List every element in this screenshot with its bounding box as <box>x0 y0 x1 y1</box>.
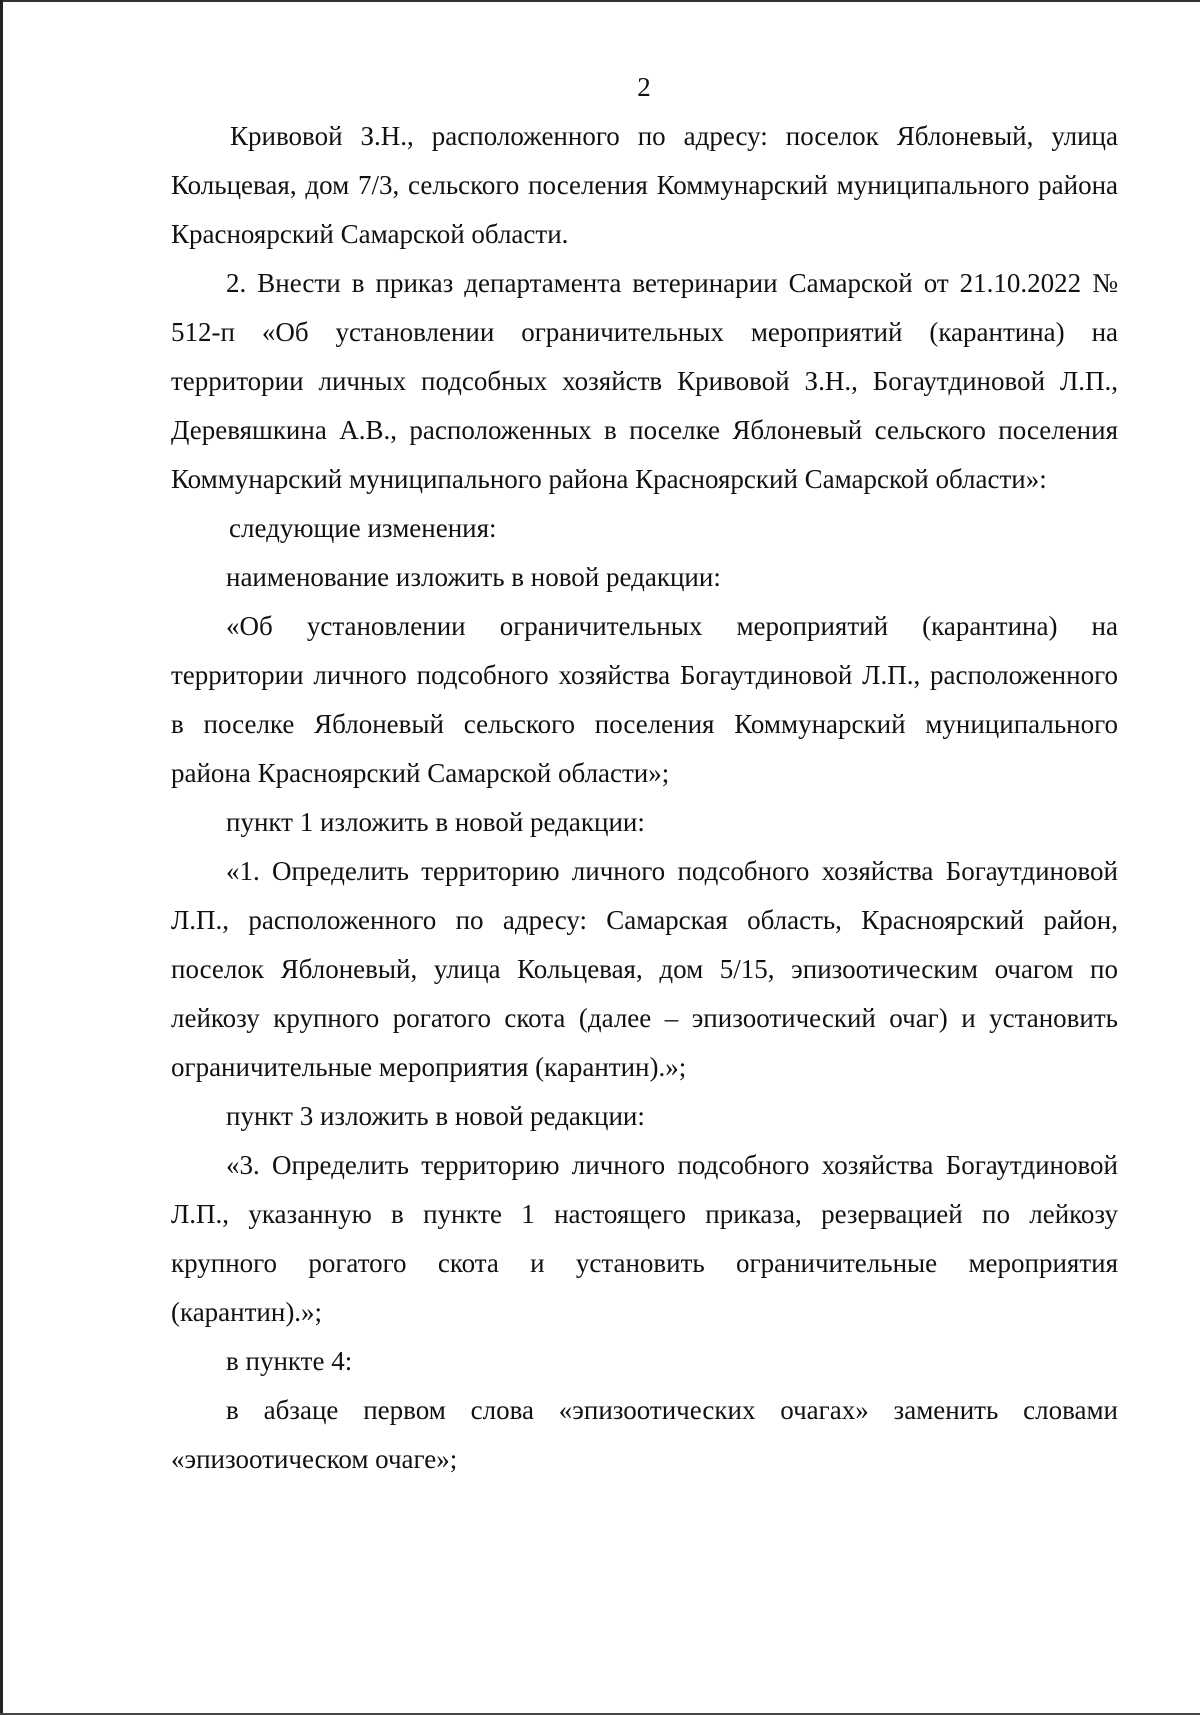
paragraph-1: Кривовой З.Н., расположенного по адресу: поселок Яблоневый, улица Кольцевая, дом 7/3, сельского поселения Коммунарский муниципального района Красноярский Самарской области. <box>171 121 1118 249</box>
paragraph-9: «3. Определить территорию личного подсобного хозяйства Богаутдиновой Л.П., указанную в пункте 1 настоящего приказа, резервацией по лейкозу крупного рогатого скота и установить ограничительные мероприятия (карантин).»; <box>171 1150 1118 1327</box>
paragraph-5: «Об установлении ограничительных мероприятий (карантина) на территории личного подсобного хозяйства Богаутдиновой Л.П., расположенного в поселке Яблоневый сельского поселения Коммунарский муниципального района Красноярский Самарской области»; <box>171 611 1118 788</box>
paragraph-6: пункт 1 изложить в новой редакции: <box>226 807 645 837</box>
paragraph-3: следующие изменения: <box>229 513 497 543</box>
page-number: 2 <box>637 72 651 102</box>
document-body <box>171 112 1118 1484</box>
paragraph-2: 2. Внести в приказ департамента ветеринарии Самарской от 21.10.2022 № 512-п «Об установлении ограничительных мероприятий (карантина) на территории личных подсобных хозяйств Кривовой З.Н., Богаутдиновой Л.П., Деревяшкина А.В., расположенных в поселке Яблоневый сельского поселения Коммунарский муниципального района Красноярский Самарской области»: <box>171 268 1118 494</box>
scan-edge-left <box>0 0 3 1715</box>
paragraph-11: в абзаце первом слова «эпизоотических очагах» заменить словами «эпизоотическом очаге»; <box>171 1395 1118 1474</box>
paragraph-10: в пункте 4: <box>226 1346 353 1376</box>
paragraph-4: наименование изложить в новой редакции: <box>226 562 721 592</box>
paragraph-7: «1. Определить территорию личного подсобного хозяйства Богаутдиновой Л.П., расположенного по адресу: Самарская область, Красноярский район, поселок Яблоневый, улица Кольцевая, дом 5/15, эпизоотическим очагом по лейкозу крупного рогатого скота (далее – эпизоотический очаг) и установить ограничительные мероприятия (карантин).»; <box>171 856 1118 1082</box>
paragraph-8: пункт 3 изложить в новой редакции: <box>226 1101 645 1131</box>
scan-edge-top <box>0 0 1200 2</box>
